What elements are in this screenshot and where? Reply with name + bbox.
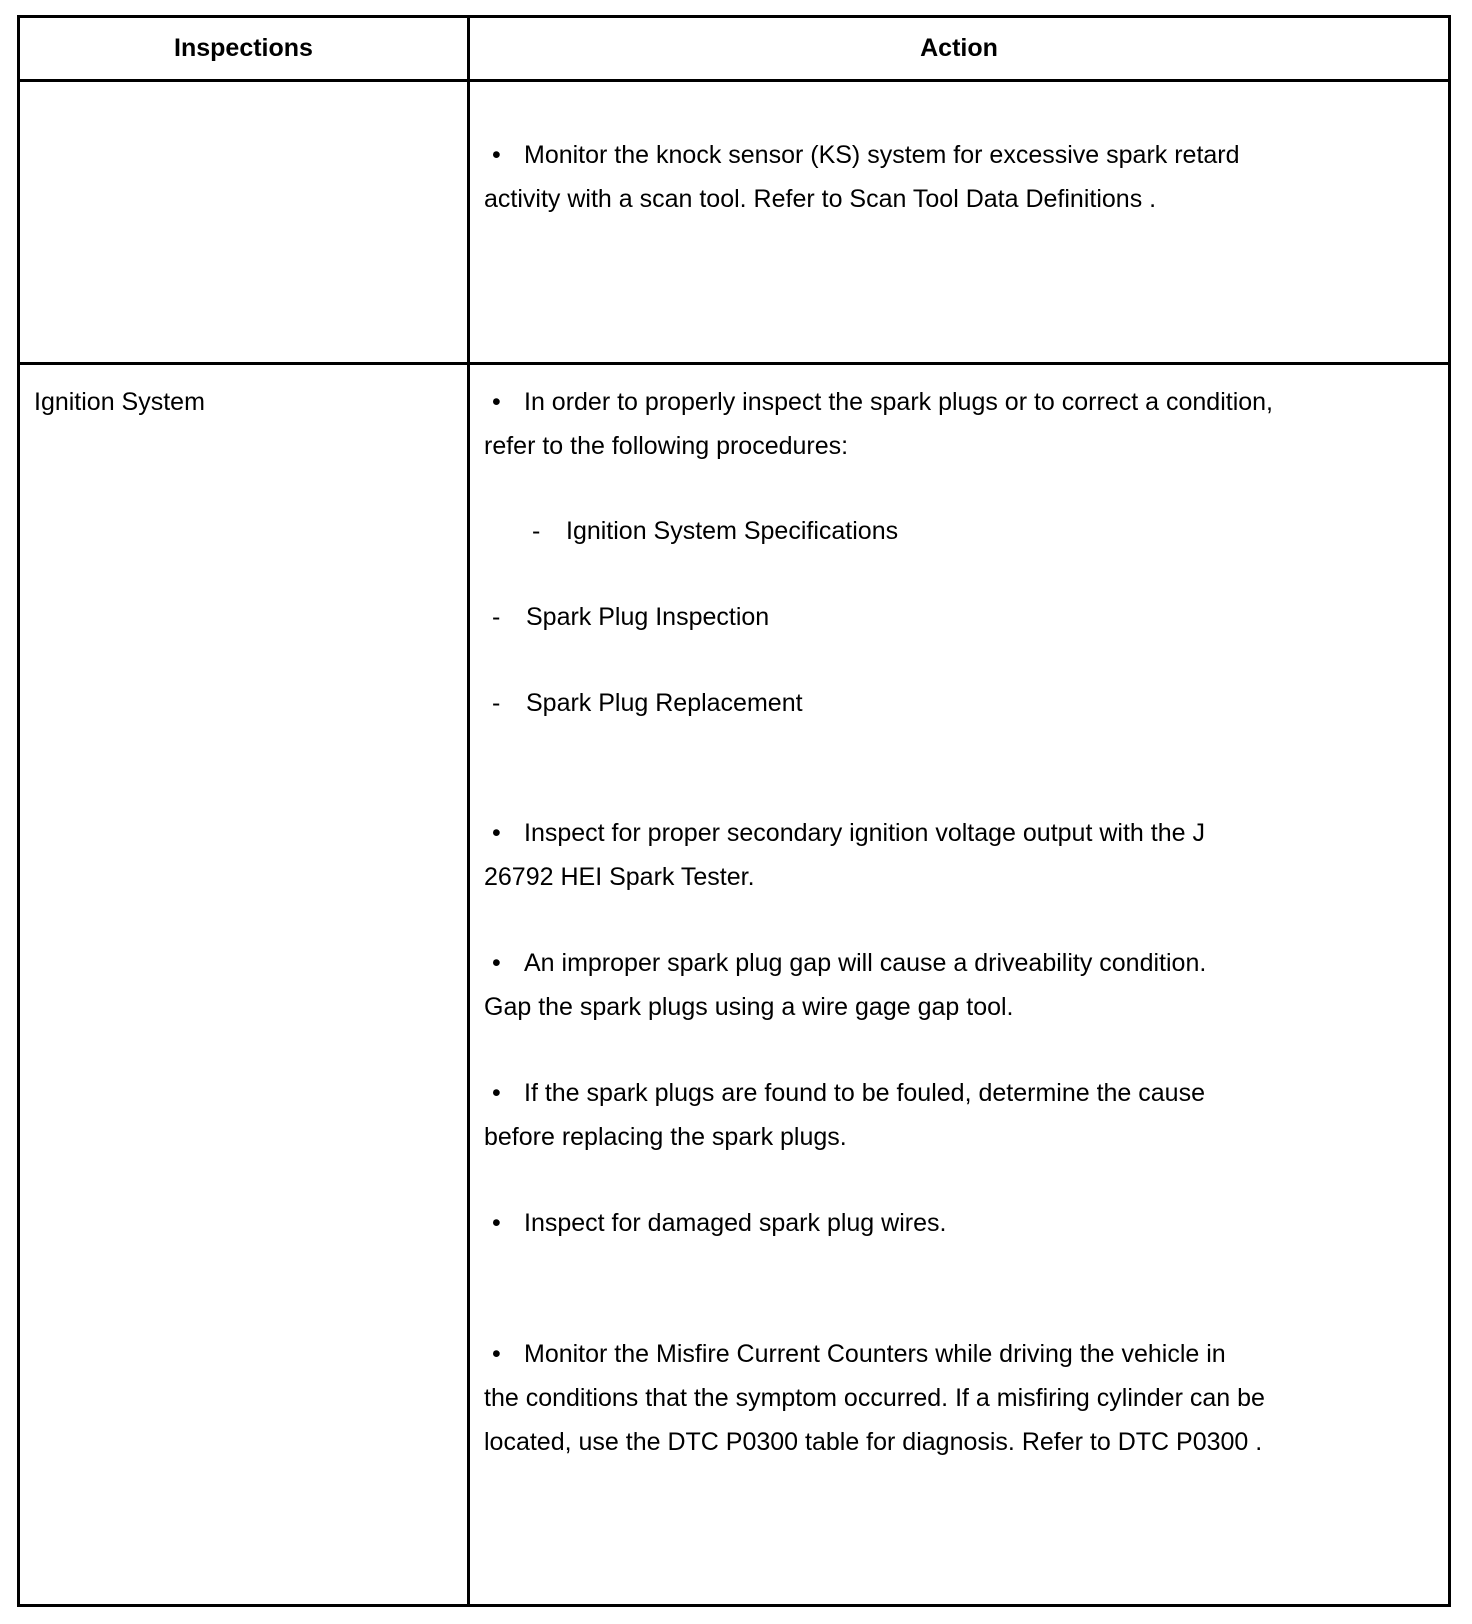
- header-divider: [17, 79, 1451, 82]
- dash-marker: -: [492, 689, 501, 717]
- row2-action5-line2: 26792 HEI Spark Tester.: [484, 863, 755, 891]
- inspection-ignition-system: Ignition System: [34, 388, 205, 416]
- bullet-marker: •: [492, 1340, 501, 1368]
- row1-action1-line2: activity with a scan tool. Refer to Scan Tool Data Definitions .: [484, 185, 1157, 213]
- bullet-marker: •: [492, 949, 501, 977]
- column-divider: [467, 15, 470, 1607]
- header-inspections: Inspections: [174, 34, 313, 62]
- row-divider: [17, 362, 1451, 365]
- procedure-spark-plug-replacement: - Spark Plug Replacement: [484, 681, 803, 725]
- row2-action9-line1: • Monitor the Misfire Current Counters while driving the vehicle in: [484, 1332, 1226, 1376]
- row2-action8: • Inspect for damaged spark plug wires.: [484, 1201, 946, 1245]
- row2-action9-line2: the conditions that the symptom occurred. If a misfiring cylinder can be: [484, 1384, 1265, 1412]
- row2-action7-line2: before replacing the spark plugs.: [484, 1123, 847, 1151]
- bullet-marker: •: [492, 1079, 501, 1107]
- dash-marker: -: [532, 517, 541, 545]
- dash-marker: -: [492, 603, 501, 631]
- bullet-marker: •: [492, 819, 501, 847]
- row2-action6-line1: • An improper spark plug gap will cause a driveability condition.: [484, 941, 1206, 985]
- bullet-marker: •: [492, 388, 501, 416]
- header-action: Action: [920, 34, 998, 62]
- procedure-spark-plug-inspection: - Spark Plug Inspection: [484, 595, 769, 639]
- row1-action1-line1: • Monitor the knock sensor (KS) system for excessive spark retard: [484, 133, 1240, 177]
- bullet-marker: •: [492, 141, 501, 169]
- row2-action6-line2: Gap the spark plugs using a wire gage gap tool.: [484, 993, 1014, 1021]
- bullet-marker: •: [492, 1209, 501, 1237]
- procedure-ignition-system-specifications: - Ignition System Specifications: [524, 509, 898, 553]
- row2-action9-line3: located, use the DTC P0300 table for diagnosis. Refer to DTC P0300 .: [484, 1428, 1263, 1456]
- row2-action5-line1: • Inspect for proper secondary ignition voltage output with the J: [484, 811, 1205, 855]
- row2-action1-line1: • In order to properly inspect the spark plugs or to correct a condition,: [484, 380, 1273, 424]
- row2-action1-line2: refer to the following procedures:: [484, 432, 849, 460]
- row2-action7-line1: • If the spark plugs are found to be fouled, determine the cause: [484, 1071, 1205, 1115]
